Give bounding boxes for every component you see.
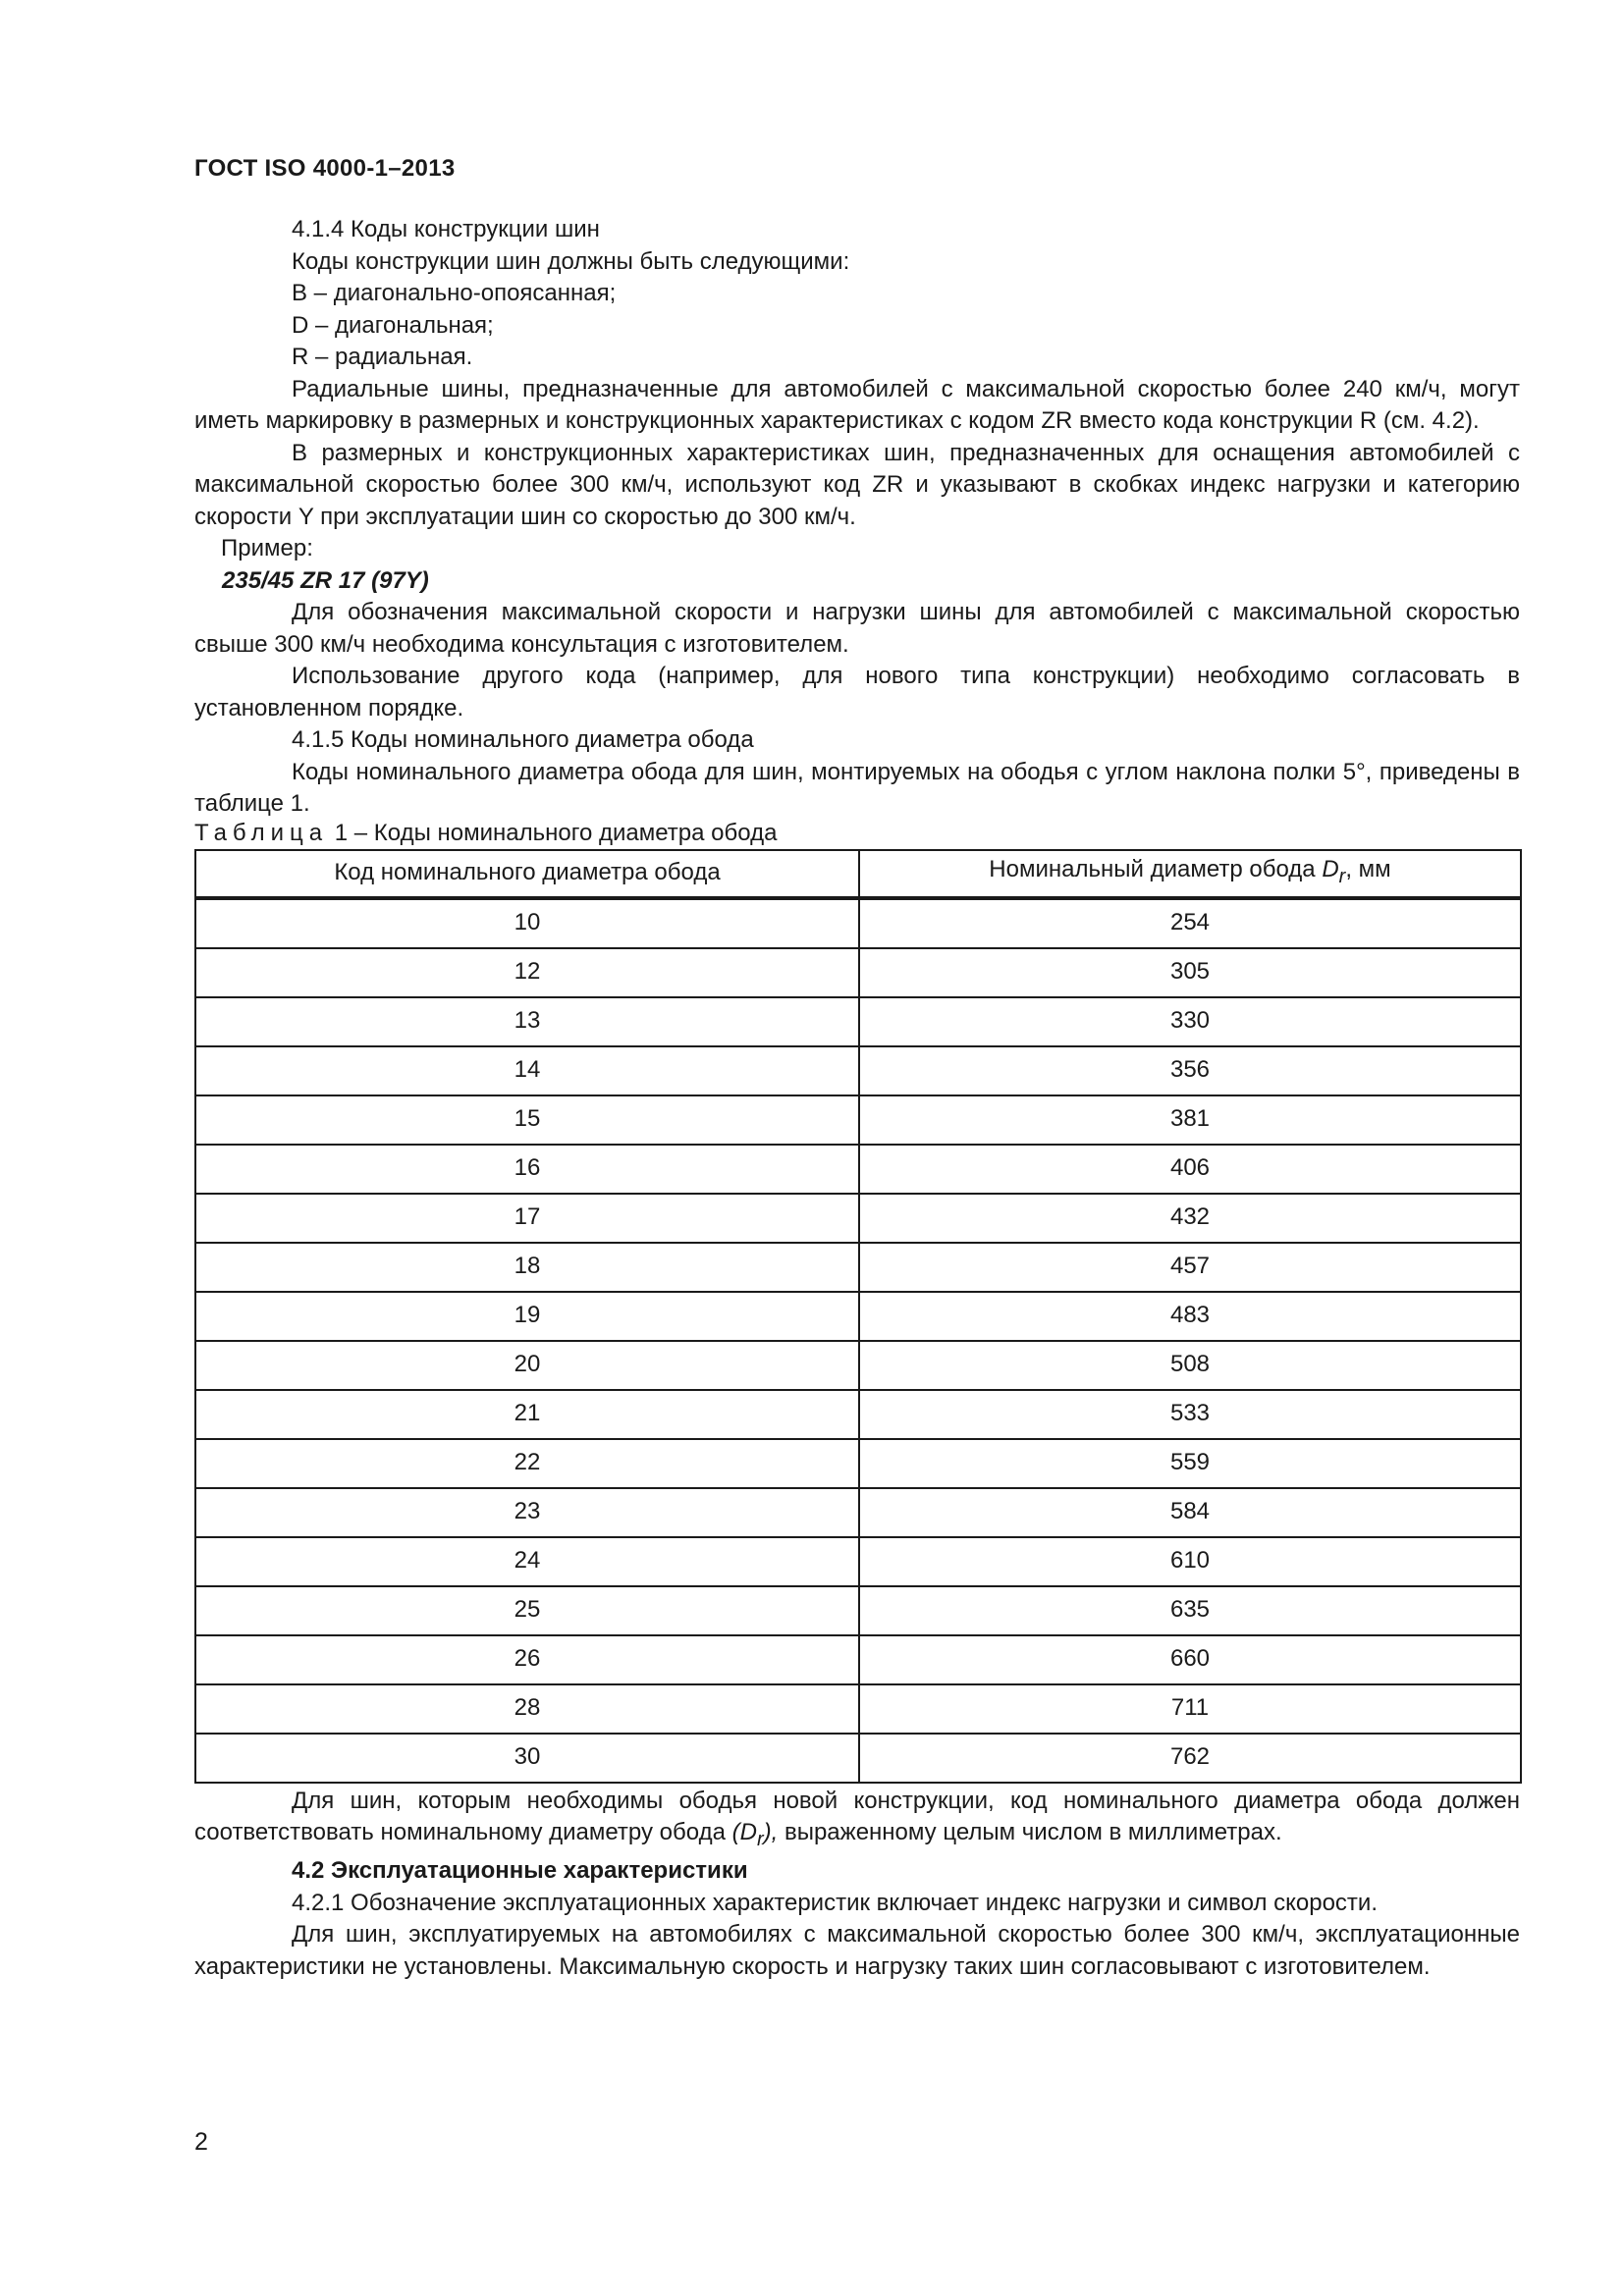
after-table-text: Для шин, которым необходимы ободья новой конструкции, код номинального диаметра обода должен соответствовать номинальному диаметру обода	[194, 1787, 1520, 1845]
rim-diameter-cell: 559	[859, 1439, 1521, 1488]
table-row	[195, 1341, 1521, 1390]
table-row	[195, 1586, 1521, 1635]
table-row	[195, 1537, 1521, 1586]
rim-code-cell: 13	[195, 997, 859, 1046]
page-number: 2	[194, 2128, 208, 2156]
rim-code-cell: 17	[195, 1194, 859, 1243]
col2-header-symbol: D	[1322, 855, 1339, 882]
after-table-symbol-open: (D	[731, 1819, 757, 1845]
rim-code-cell: 18	[195, 1243, 859, 1292]
after-table-symbol-sub: r	[756, 1828, 764, 1850]
construction-code-r: R – радиальная.	[292, 344, 473, 370]
section-414-para2: В размерных и конструкционных характеристиках шин, предназначенных для оснащения автомобилей с максимальной скоростью более 300 км/ч, используют код ZR и указывают в скобках индекс нагрузки и категорию скорости Y при эксплуатации шин со скоростью до 300 км/ч.	[194, 439, 1520, 530]
table-row	[195, 1734, 1521, 1783]
table-row	[195, 948, 1521, 997]
table-header-row	[195, 850, 1521, 898]
section-415-para: Коды номинального диаметра обода для шин, монтируемых на ободья с углом наклона полки 5°, приведены в таблице 1.	[194, 758, 1520, 817]
section-42-para2: Для шин, эксплуатируемых на автомобилях с максимальной скоростью более 300 км/ч, эксплуатационные характеристики не установлены. Максимальную скорость и нагрузку таких шин согласовывают с изготовителем.	[194, 1921, 1520, 1980]
col2-header	[859, 850, 1521, 898]
example-label: Пример:	[221, 535, 313, 561]
rim-diameter-cell: 533	[859, 1390, 1521, 1439]
rim-code-cell: 19	[195, 1292, 859, 1341]
section-415-title: 4.1.5 Коды номинального диаметра обода	[292, 726, 754, 753]
rim-code-cell: 30	[195, 1734, 859, 1783]
rim-code-cell: 23	[195, 1488, 859, 1537]
table-row	[195, 1145, 1521, 1194]
rim-code-cell: 16	[195, 1145, 859, 1194]
table-row	[195, 1635, 1521, 1684]
document-body	[194, 214, 1520, 1983]
rim-diameter-cell: 406	[859, 1145, 1521, 1194]
table-caption-rest: 1 – Коды номинального диаметра обода	[328, 819, 778, 846]
rim-diameter-cell: 432	[859, 1194, 1521, 1243]
rim-code-cell: 22	[195, 1439, 859, 1488]
table-row	[195, 1046, 1521, 1095]
section-414-para1: Радиальные шины, предназначенные для автомобилей с максимальной скоростью более 240 км/ч, могут иметь маркировку в размерных и конструкционных характеристиках с кодом ZR вместо кода конструкции R (см. 4.2).	[194, 375, 1520, 434]
rim-diameter-cell: 330	[859, 997, 1521, 1046]
rim-code-cell: 28	[195, 1684, 859, 1734]
table-caption	[194, 821, 1520, 846]
table-caption-word: Таблица	[194, 819, 329, 846]
document-header: ГОСТ ISO 4000-1–2013	[194, 155, 456, 182]
rim-code-cell: 25	[195, 1586, 859, 1635]
table-body	[195, 898, 1521, 1783]
rim-diameter-table	[194, 849, 1522, 1784]
after-table-symbol-close: ),	[763, 1819, 779, 1845]
table-row	[195, 1684, 1521, 1734]
after-table-para	[194, 1786, 1520, 1856]
table-row	[195, 1095, 1521, 1145]
table-row	[195, 1243, 1521, 1292]
rim-code-cell: 26	[195, 1635, 859, 1684]
rim-diameter-cell: 381	[859, 1095, 1521, 1145]
table-row	[195, 997, 1521, 1046]
rim-diameter-cell: 305	[859, 948, 1521, 997]
after-table-text-end: выраженному целым числом в миллиметрах.	[778, 1819, 1282, 1845]
section-414-intro: Коды конструкции шин должны быть следующими:	[292, 247, 850, 275]
rim-diameter-cell: 508	[859, 1341, 1521, 1390]
table-row	[195, 1194, 1521, 1243]
rim-diameter-cell: 457	[859, 1243, 1521, 1292]
rim-code-cell: 15	[195, 1095, 859, 1145]
table-row	[195, 1390, 1521, 1439]
rim-code-cell: 24	[195, 1537, 859, 1586]
rim-diameter-cell: 483	[859, 1292, 1521, 1341]
section-42-title: 4.2 Эксплуатационные характеристики	[292, 1857, 748, 1885]
rim-code-cell: 10	[195, 898, 859, 948]
rim-diameter-cell: 711	[859, 1684, 1521, 1734]
rim-diameter-cell: 635	[859, 1586, 1521, 1635]
rim-diameter-cell: 584	[859, 1488, 1521, 1537]
rim-code-cell: 21	[195, 1390, 859, 1439]
rim-diameter-cell: 610	[859, 1537, 1521, 1586]
section-414-title: 4.1.4 Коды конструкции шин	[292, 216, 600, 242]
rim-diameter-cell: 762	[859, 1734, 1521, 1783]
rim-diameter-cell: 254	[859, 898, 1521, 948]
rim-code-cell: 20	[195, 1341, 859, 1390]
col2-header-sub: r	[1338, 865, 1346, 887]
rim-diameter-cell: 356	[859, 1046, 1521, 1095]
construction-code-d: D – диагональная;	[292, 311, 494, 339]
construction-code-b: В – диагонально-опоясанная;	[292, 280, 617, 306]
example-value: 235/45 ZR 17 (97Y)	[222, 566, 429, 594]
section-421-para: 4.2.1 Обозначение эксплуатационных характеристик включает индекс нагрузки и символ скорости.	[292, 1889, 1378, 1916]
col1-header: Код номинального диаметра обода	[195, 850, 859, 898]
col2-header-text: Номинальный диаметр обода	[989, 855, 1323, 882]
table-row	[195, 1439, 1521, 1488]
rim-code-cell: 12	[195, 948, 859, 997]
table-row	[195, 1488, 1521, 1537]
section-414-para4: Использование другого кода (например, для нового типа конструкции) необходимо согласовать в установленном порядке.	[194, 663, 1520, 721]
rim-code-cell: 14	[195, 1046, 859, 1095]
table-row	[195, 1292, 1521, 1341]
section-414-para3: Для обозначения максимальной скорости и нагрузки шины для автомобилей с максимальной скоростью свыше 300 км/ч необходима консультация с изготовителем.	[194, 599, 1520, 658]
rim-diameter-cell: 660	[859, 1635, 1521, 1684]
table-row	[195, 898, 1521, 948]
col2-header-unit: , мм	[1345, 855, 1391, 882]
